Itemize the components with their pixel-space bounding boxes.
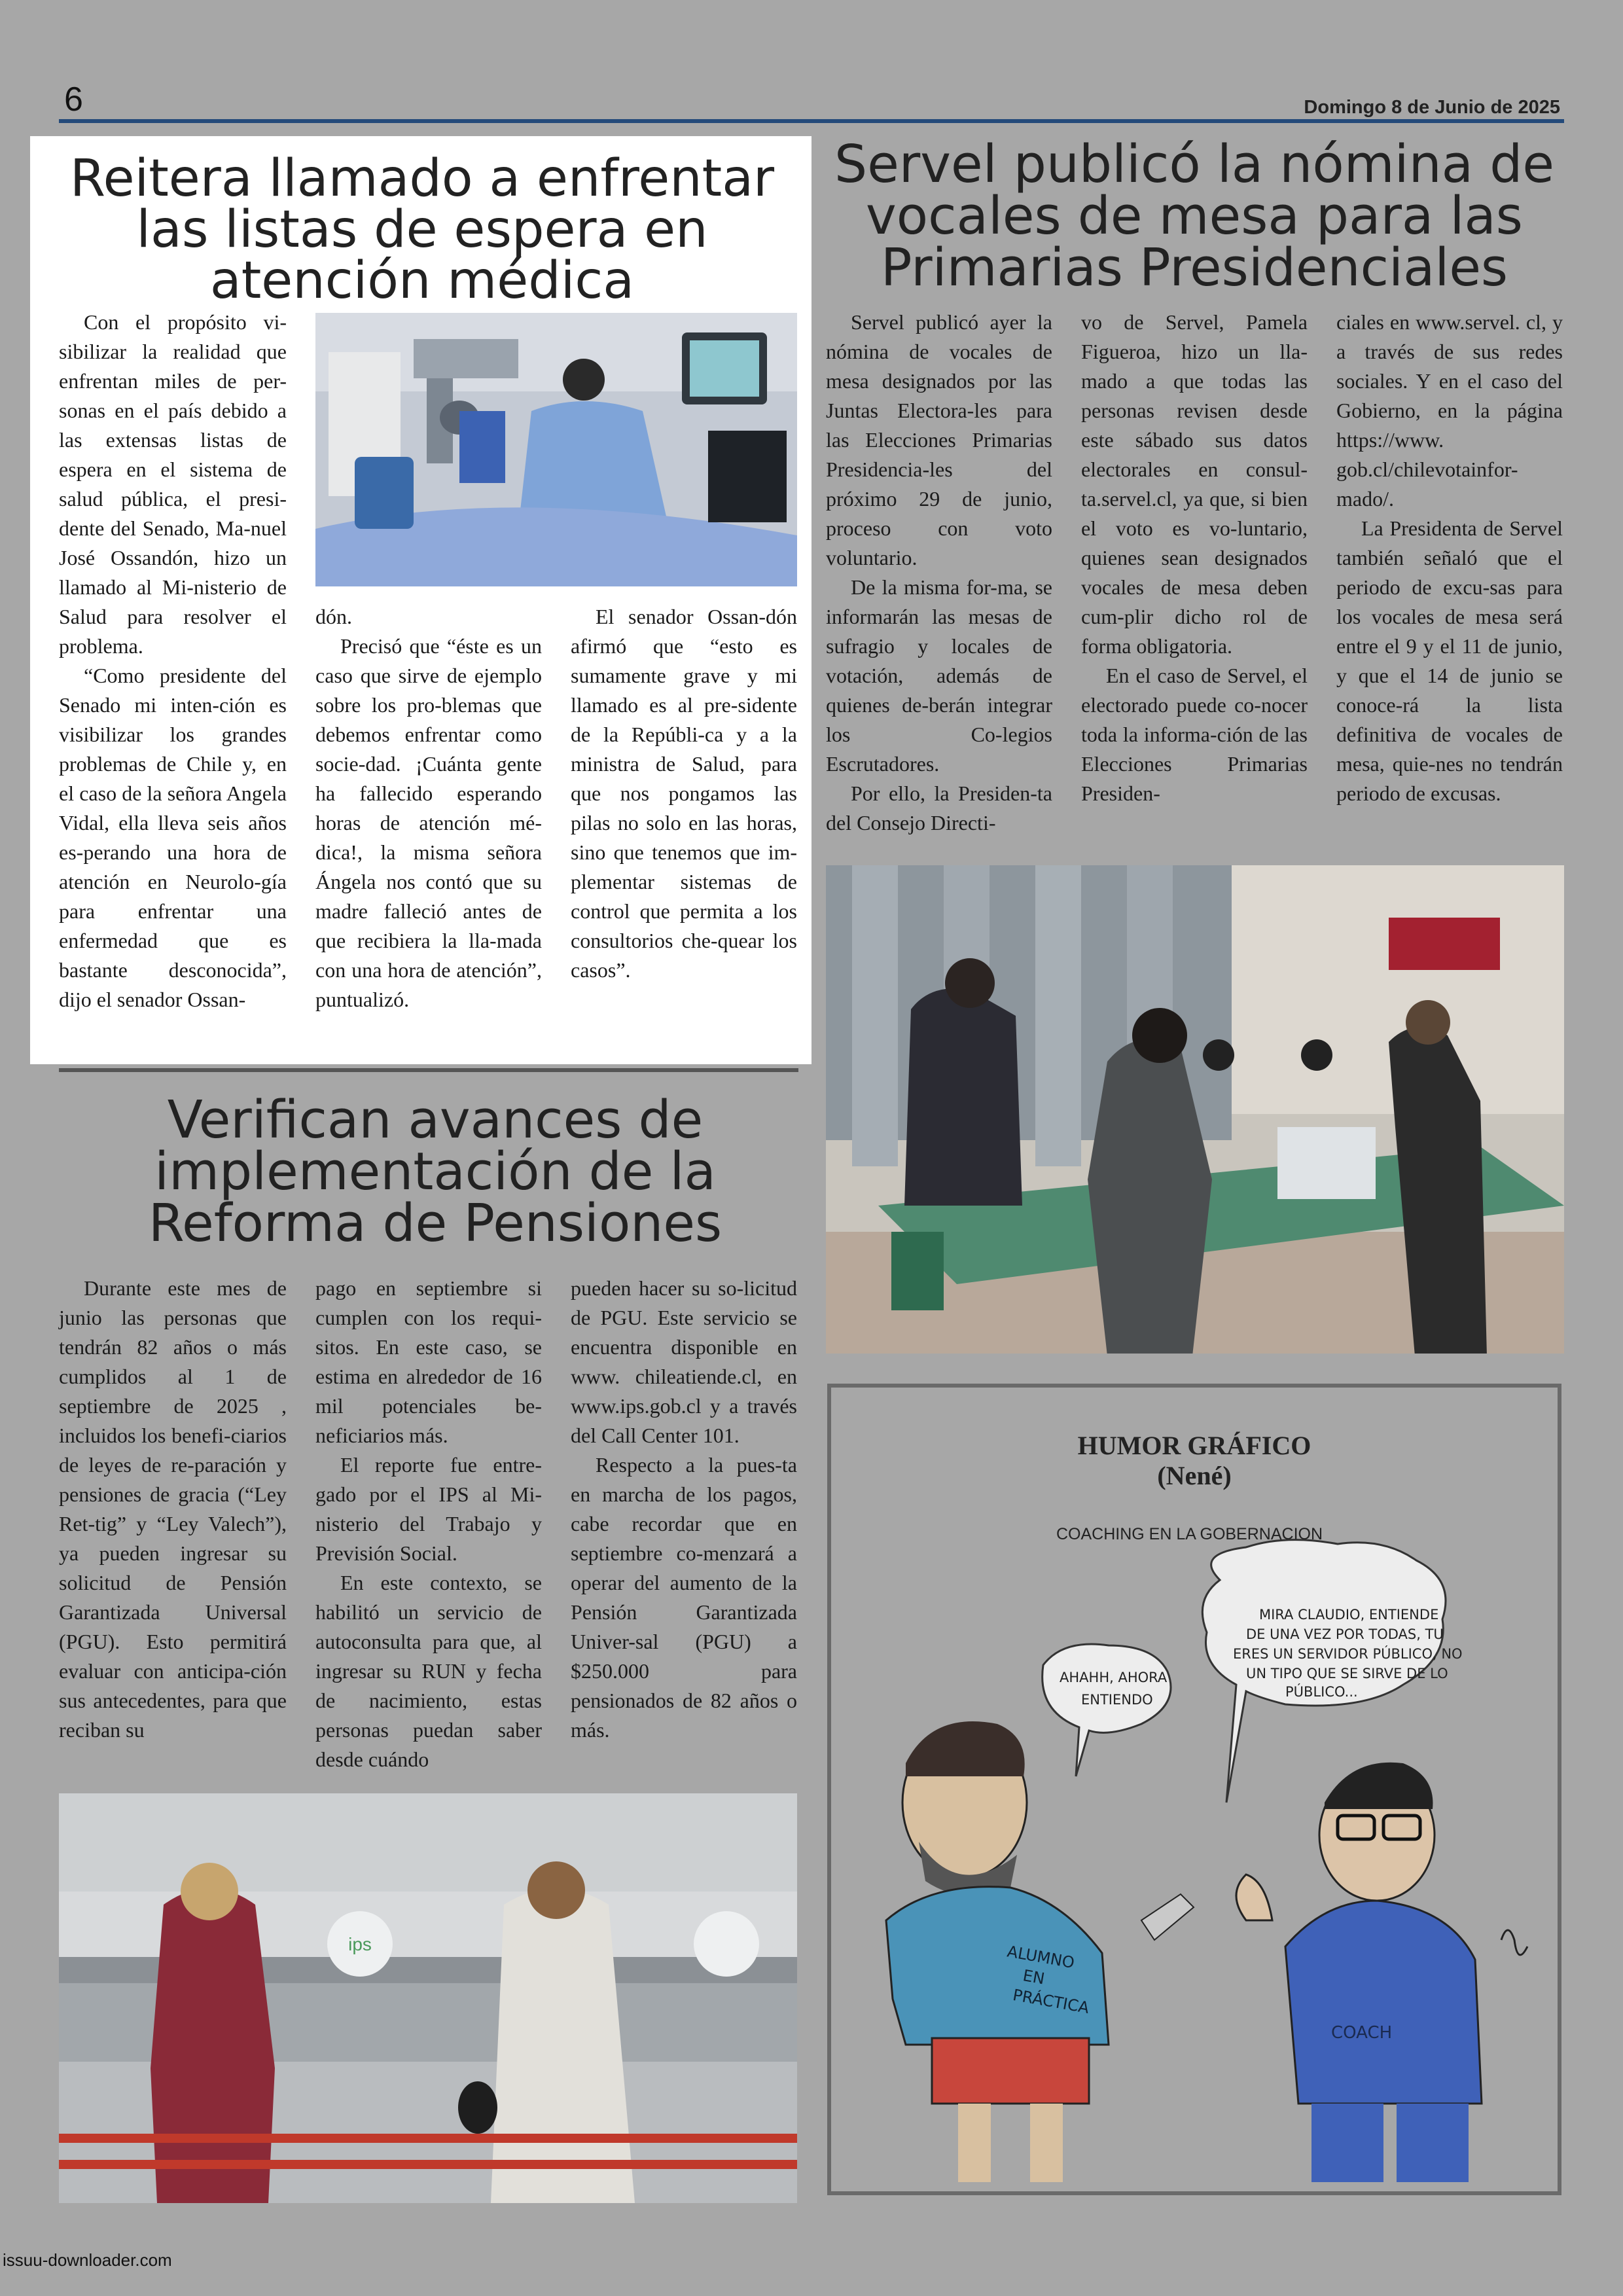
student-leg [1030, 2104, 1063, 2182]
ips-logo-text: ips [348, 1934, 372, 1954]
issue-date: Domingo 8 de Junio de 2025 [1304, 97, 1560, 118]
comic-illustration [827, 1384, 1561, 2195]
student-shorts [932, 2038, 1089, 2104]
photo-ips-counter [59, 1793, 797, 2203]
article1-column-2 [315, 602, 542, 1014]
article1-column-1 [59, 308, 287, 1014]
comic-author: (Nené) [1157, 1461, 1232, 1490]
article3-column-3 [571, 1274, 797, 1745]
student-leg [958, 2104, 991, 2182]
article3-column-2 [315, 1274, 542, 1774]
comic-heading: HUMOR GRÁFICO [1077, 1431, 1311, 1460]
coach-hair [1325, 1763, 1433, 1809]
coach-pants [1311, 2104, 1383, 2182]
pen-icon [1141, 1894, 1194, 1940]
paragraph: En este contexto, se habilitó un servicio de autoconsulta para que, al ingresar su RUN y fecha de nacimiento, estas personas puedan saber desde cuándo [315, 1571, 542, 1771]
coach-sweater [1285, 1901, 1482, 2104]
paragraph-continued: vo de Servel, Pamela Figueroa, hizo un lla-mado a que todas las personas revisen desde este sábado sus datos electorales en consul-ta.servel.cl, ya que, si bien el voto es vo-luntario, quienes sean designados vocales de mesa deben cum-plir dicho rol de forma obligatoria. [1081, 310, 1308, 658]
paragraph-continued: ciales en www.servel. cl, y a través de sus redes sociales. Y en el caso del Gobierno, en la página https://www. gob.cl/chilevotainfor-mado/. [1336, 310, 1563, 511]
paragraph: De la misma for-ma, se informarán las mesas de sufragio y locales de votación, además de quienes de-berán integrar los Co-legios Escrutadores. [826, 575, 1052, 776]
paragraph: La Presidenta de Servel también señaló que el periodo de excu-sas para los vocales de mesa será entre el 9 y el 11 de junio, y que el 14 de junio se conoce-rá la lista definitiva de vocales de mesa, quie-nes no tendrán periodo de excusas. [1336, 516, 1563, 805]
paragraph: En el caso de Servel, el electorado puede co-nocer toda la informa-ción de las Elecciones Primarias Presiden- [1081, 664, 1308, 805]
coach-pants [1397, 2104, 1469, 2182]
comic-caption: COACHING EN LA GOBERNACION [1056, 1525, 1323, 1543]
paragraph: Servel publicó ayer la nómina de vocales de mesa designados por las Juntas Electora-les para las Elecciones Primarias Presidencia-les del próximo 29 de junio, proceso con voto voluntario. [826, 310, 1052, 569]
article3-column-1 [59, 1274, 287, 1745]
paragraph: “Como presidente del Senado mi inten-ción es visibilizar los grandes problemas de Chile y, en el caso de la señora Angela Vidal, ella lleva seis años es-perando una hora de atención en Neurolo-gía para enfrentar una enfermedad que es bastante desconocida”, dijo el senador Ossan- [59, 664, 287, 1011]
article1-column-3 [571, 602, 797, 985]
page-number: 6 [64, 81, 83, 118]
artist-signature [1501, 1930, 1527, 1955]
coach-hand-icon [1236, 1874, 1272, 1920]
paragraph: Precisó que “éste es un caso que sirve de ejemplo sobre los pro-blemas que debemos enfrentar como socie-dad. ¡Cuánta gente ha fallecido esperando horas de atención mé-dica!, la misma señora Ángela nos contó que su madre falleció antes de que recibiera la lla-mada con una hora de atención”, puntualizó. [315, 634, 542, 1011]
student-hair [906, 1721, 1025, 1776]
article-title-pensions: Verifican avances de implementación de la Reforma de Pensiones [148, 1090, 722, 1253]
header-rule [59, 119, 1564, 123]
article2-column-3 [1336, 308, 1563, 808]
section-divider [59, 1068, 798, 1072]
photo-surgery-room [315, 313, 797, 586]
coach-sweater-text: COACH [1331, 2023, 1393, 2043]
paragraph-continued: pago en septiembre si cumplen con los requi-sitos. En este caso, se estima en alrededor de 16 mil potenciales be-neficiarios más. [315, 1276, 542, 1447]
speech-text-right: MIRA CLAUDIO, ENTIENDE DE UNA VEZ POR TODAS, TU ERES UN SERVIDOR PÚBLICO, NO UN TIPO QUE SE SIRVE DE LO PÚBLICO... [1233, 1607, 1463, 1700]
paragraph: Con el propósito vi-sibilizar la realidad que enfrentan miles de per-sonas en el país debido a las extensas listas de espera en el sistema de salud pública, el presi-dente del Senado, Ma-nuel José Ossandón, hizo un llamado al Mi-nisterio de Salud para resolver el problema. [59, 310, 287, 658]
photo-voting-table [826, 865, 1564, 1354]
paragraph: Por ello, la Presiden-ta del Consejo Directi- [826, 781, 1052, 834]
paragraph-continued: dón. [315, 605, 352, 628]
paragraph: El senador Ossan-dón afirmó que “esto es sumamente grave y mi llamado es al pre-sidente de la Repúbli-ca y a la ministra de Salud, para que nos pongamos las pilas no solo en las horas, sino que tenemos que im-plementar sistemas de control que permita a los consultorios che-quear los casos”. [571, 605, 797, 982]
speech-bubble-left [1043, 1644, 1171, 1776]
article2-column-2 [1081, 308, 1308, 808]
paragraph: Respecto a la pues-ta en marcha de los pagos, cabe recordar que en septiembre co-menzará a operar del aumento de la Pensión Garantizada Univer-sal (PGU) a $250.000 para pensionados de 82 años o más. [571, 1453, 797, 1742]
voting-photo-illustration [826, 865, 1564, 1354]
paragraph-continued: pueden hacer su so-licitud de PGU. Este servicio se encuentra disponible en www. chileatiende.cl, en www.ips.gob.cl y a través del Call Center 101. [571, 1276, 797, 1447]
speech-text-left: AHAHH, AHORA ENTIENDO [1060, 1670, 1168, 1708]
paragraph: El reporte fue entre-gado por el IPS al Mi-nisterio del Trabajo y Previsión Social. [315, 1453, 542, 1565]
ips-photo-illustration [59, 1793, 797, 2203]
student-shirt-text: ALUMNO EN PRÁCTICA [1005, 1942, 1091, 2017]
paragraph: Durante este mes de junio las personas que tendrán 82 años o más cumplidos al 1 de septiembre de 2025 , incluidos los benefi-ciarios de leyes de re-paración y pensiones de gracia (“Ley Ret-tig” y “Ley Valech”), ya pueden ingresar su solicitud de Pensión Garantizada Universal (PGU). Esto permitirá evaluar con anticipa-ción sus antecedentes, para que reciban su [59, 1276, 287, 1742]
surgery-photo-illustration [315, 313, 797, 586]
article2-column-1 [826, 308, 1052, 838]
article-title-servel: Servel publicó la nómina de vocales de mesa para las Primarias Presidenciales [834, 134, 1554, 298]
article-title-waitlists: Reitera llamado a enfrentar las listas de espera en atención médica [69, 149, 775, 310]
watermark: issuu-downloader.com [3, 2250, 172, 2270]
